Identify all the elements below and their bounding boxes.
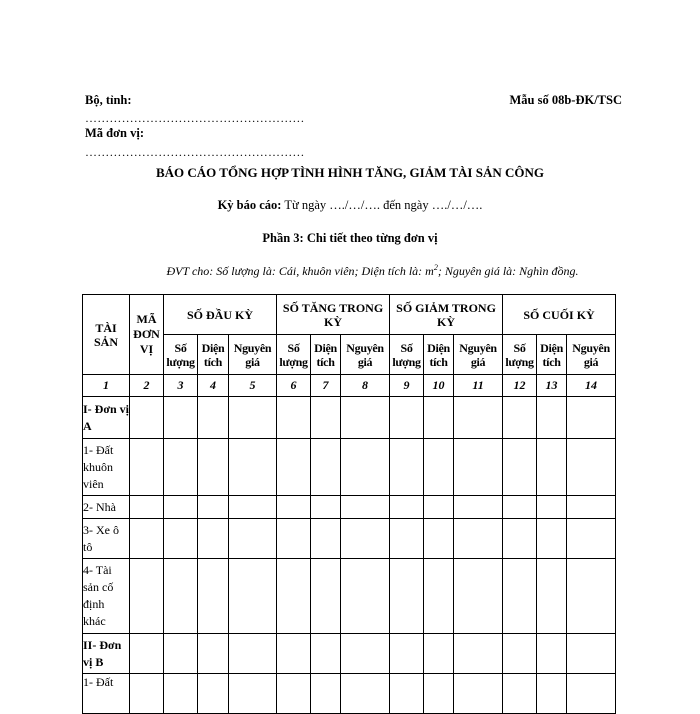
col-asset-header: TÀI SẢN <box>83 295 130 375</box>
group-header-opening: SỐ ĐẦU KỲ <box>164 295 277 335</box>
subcol-area: Diện tích <box>311 335 341 375</box>
table-row <box>83 674 616 714</box>
col-number: 9 <box>390 375 424 397</box>
subcol-cost: Nguyên giá <box>341 335 390 375</box>
table-row <box>83 496 616 519</box>
col-number: 2 <box>130 375 164 397</box>
subcol-cost: Nguyên giá <box>229 335 277 375</box>
subcol-area: Diện tích <box>198 335 229 375</box>
unit-code-dots: ……………………………………………… <box>85 145 305 159</box>
row-label: 2- Nhà <box>83 496 130 519</box>
col-number: 4 <box>198 375 229 397</box>
table-row <box>83 519 616 559</box>
unit-code-label: Mã đơn vị: <box>85 126 145 140</box>
subcol-area: Diện tích <box>537 335 567 375</box>
period-text: Từ ngày …./…/…. đến ngày …./…/…. <box>281 198 483 212</box>
unit-note-prefix: ĐVT cho: Số lượng là: Cái, khuôn viên; Diện tích là: m <box>166 264 434 278</box>
unit-note-suffix: ; Nguyên giá là: Nghìn đồng. <box>437 264 579 278</box>
part-heading: Phần 3: Chi tiết theo từng đơn vị <box>262 231 438 245</box>
ministry-dots: ……………………………………………… <box>85 111 305 125</box>
col-number: 14 <box>567 375 616 397</box>
group-header-closing: SỐ CUỐI KỲ <box>503 295 616 335</box>
unit-note-sup: 2 <box>433 263 438 272</box>
unit-note <box>0 263 700 279</box>
row-label: 1- Đất khuôn viên <box>83 439 130 496</box>
table-row <box>83 439 616 496</box>
column-number-row <box>83 375 616 397</box>
subcol-quantity: Số lượng <box>277 335 311 375</box>
subcol-cost: Nguyên giá <box>454 335 503 375</box>
row-label: 3- Xe ô tô <box>83 519 130 559</box>
col-number: 13 <box>537 375 567 397</box>
period-label: Kỳ báo cáo: <box>217 198 282 212</box>
group-header-decrease: SỐ GIẢM TRONG KỲ <box>390 295 503 335</box>
col-number: 8 <box>341 375 390 397</box>
row-label: II- Đơn vị B <box>83 634 130 674</box>
col-number: 11 <box>454 375 503 397</box>
subcol-cost: Nguyên giá <box>567 335 616 375</box>
table-row <box>83 559 616 634</box>
subcol-quantity: Số lượng <box>164 335 198 375</box>
table-row <box>83 397 616 439</box>
report-period <box>0 198 700 213</box>
row-label: I- Đơn vị A <box>83 397 130 439</box>
col-number: 6 <box>277 375 311 397</box>
col-unit-code-header: MÃ ĐƠN VỊ <box>130 295 164 375</box>
form-number: Mẫu số 08b-ĐK/TSC <box>509 93 622 107</box>
table-row <box>83 634 616 674</box>
report-title: BÁO CÁO TỔNG HỢP TÌNH HÌNH TĂNG, GIẢM TÀI SẢN CÔNG <box>155 165 544 180</box>
subcol-quantity: Số lượng <box>503 335 537 375</box>
col-number: 5 <box>229 375 277 397</box>
row-label: 4- Tài sản cố định khác <box>83 559 130 634</box>
col-number: 10 <box>424 375 454 397</box>
row-label: 1- Đất <box>83 674 130 714</box>
col-number: 12 <box>503 375 537 397</box>
col-number: 7 <box>311 375 341 397</box>
col-number: 3 <box>164 375 198 397</box>
subcol-quantity: Số lượng <box>390 335 424 375</box>
group-header-increase: SỐ TĂNG TRONG KỲ <box>277 295 390 335</box>
report-table <box>82 294 616 714</box>
col-number: 1 <box>83 375 130 397</box>
subcol-area: Diện tích <box>424 335 454 375</box>
ministry-label: Bộ, tỉnh: <box>85 93 132 107</box>
